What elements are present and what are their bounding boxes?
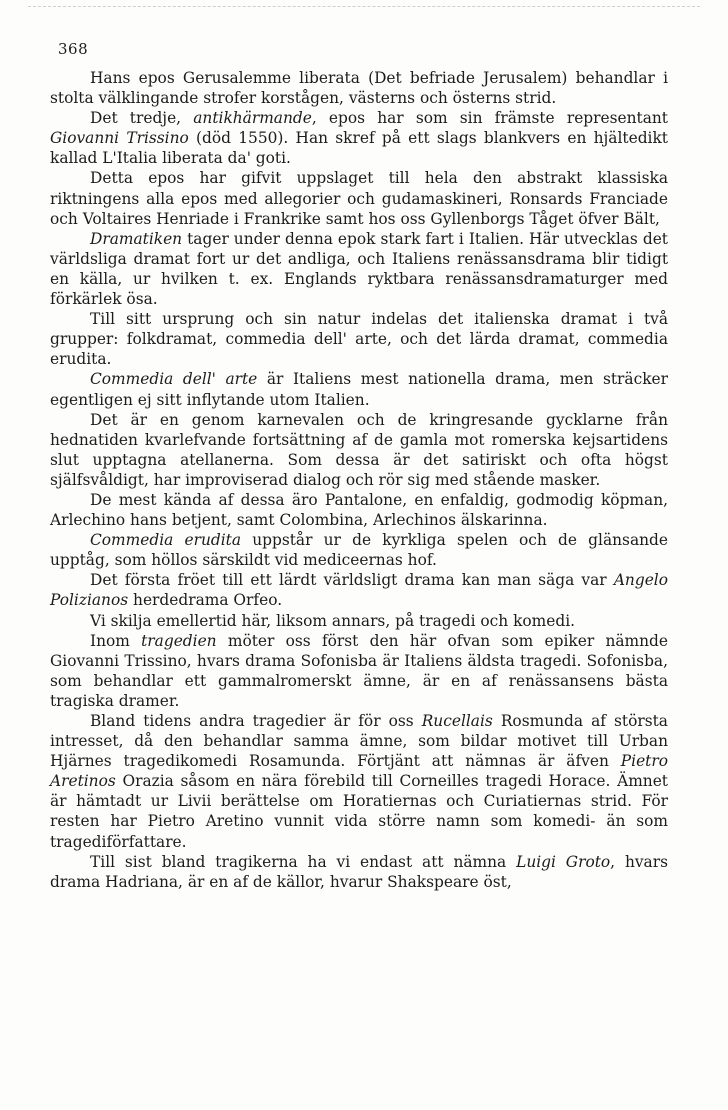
paragraph xyxy=(50,852,668,892)
paragraph xyxy=(50,229,668,309)
italic-text: Luigi Groto xyxy=(516,852,611,871)
text-run: tager under denna epok stark fart i Italien. Här utvecklas det världsliga dramat fort ur det andliga, och Italiens renässansdrama blir tidigt en källa, ur hvilken t. ex. Englands ryktbara renässansdramaturger med förkärlek ösa. xyxy=(50,229,668,309)
text-run: Orazia såsom en nära förebild till Corneilles tragedi Horace. Ämnet är hämtadt ur Livii berättelse om Horatiernas och Curiatiernas strid. För resten har Pietro Aretino vunnit vida större namn som komedi- än som tragediförfattare. xyxy=(50,772,668,851)
text-run: möter oss först den här ofvan som epiker nämnde Giovanni Trissino, hvars drama Sofonisba är Italiens äldsta tragedi. Sofonisba, som behandlar ett gammalromerskt ämne, är en af renässansens bästa tragiska dramer. xyxy=(50,631,668,710)
text-run: är Italiens mest nationella drama, men sträcker egentligen ej sitt inflytande utom Italien. xyxy=(50,370,668,409)
italic-text: Rucellais xyxy=(421,712,493,730)
paragraph xyxy=(50,309,668,369)
italic-text: Dramatiken xyxy=(90,229,183,248)
text-run: De mest kända af dessa äro Pantalone, en enfaldig, godmodig köpman, Arlechino hans betjent, samt Colombina, Arlechinos älskarinna. xyxy=(50,490,668,530)
text-run: Det tredje, xyxy=(90,109,194,128)
italic-text: Pietro Aretinos xyxy=(50,752,668,791)
text-run: Det är en genom karnevalen och de kringresande gycklarne från hednatiden kvarlefvande fortsättning af de gamla mot romerska kejsartidens slut upptagna atellanerna. Som dessa är det satiriskt och ofta högst själfsvåldigt, har improviserad dialog och rör sig med stående masker. xyxy=(50,410,668,489)
scan-edge-line xyxy=(28,6,700,7)
text-run: uppstår ur de kyrkliga spelen och de glänsande upptåg, som höllos särskildt vid mediceernas hof. xyxy=(50,531,668,570)
text-run: Hans epos Gerusalemme liberata (Det befriade Jerusalem) behandlar i stolta välklingande strofer korstågen, västerns och österns strid. xyxy=(50,69,668,108)
text-run: Bland tidens andra tragedier är för oss xyxy=(90,712,422,730)
paragraph xyxy=(50,631,668,711)
text-run: Till sitt ursprung och sin natur indelas det italienska dramat i två grupper: folkdramat, commedia dell' arte, och det lärda dramat, commedia erudita. xyxy=(50,310,668,369)
text-run: Rosmunda af största intresset, då den behandlar samma ämne, som bildar motivet till Urban Hjärnes tragedikomedi Rosamunda. Förtjänt att nämnas är äfven xyxy=(50,712,668,771)
text-run: Det första fröet till ett lärdt världsligt drama kan man säga var xyxy=(90,571,614,590)
paragraph xyxy=(50,168,668,228)
paragraph xyxy=(50,570,668,610)
paragraph xyxy=(50,410,668,490)
italic-text: Angelo Polizianos xyxy=(50,571,668,610)
italic-text: Commedia erudita xyxy=(90,531,241,550)
text-run: , hvars drama Hadriana, är en af de källor, hvarur Shakspeare öst, xyxy=(50,852,668,891)
paragraph xyxy=(50,490,668,530)
paragraph xyxy=(50,530,668,570)
page-number: 368 xyxy=(58,40,89,58)
text-run: (död 1550). Han skref på ett slags blankvers en hjältedikt kallad L'Italia liberata da' goti. xyxy=(50,129,668,168)
paragraph xyxy=(50,611,668,631)
text-run: Inom xyxy=(90,631,142,650)
italic-text: antikhärmande xyxy=(193,109,312,128)
italic-text: Commedia dell' arte xyxy=(90,370,258,389)
text-run: Detta epos har gifvit uppslaget till hela den abstrakt klassiska riktningens alla epos med allegorier och gudamaskineri, Ronsards Franciade och Voltaires Henriade i Frankrike samt hos oss Gyllenborgs Tåget öfver Bält, xyxy=(50,169,668,228)
text-run: herdedrama Orfeo. xyxy=(128,591,283,610)
italic-text: tragedien xyxy=(141,631,217,650)
body-text xyxy=(50,68,668,892)
text-run: Till sist bland tragikerna ha vi endast att nämna xyxy=(90,852,517,871)
paragraph xyxy=(50,369,668,409)
text-run: , epos har som sin främste representant xyxy=(311,109,668,128)
italic-text: Giovanni Trissino xyxy=(50,129,189,148)
paragraph xyxy=(50,68,668,108)
text-run: Vi skilja emellertid här, liksom annars, på tragedi och komedi. xyxy=(90,611,576,630)
paragraph xyxy=(50,711,668,852)
paragraph xyxy=(50,108,668,168)
